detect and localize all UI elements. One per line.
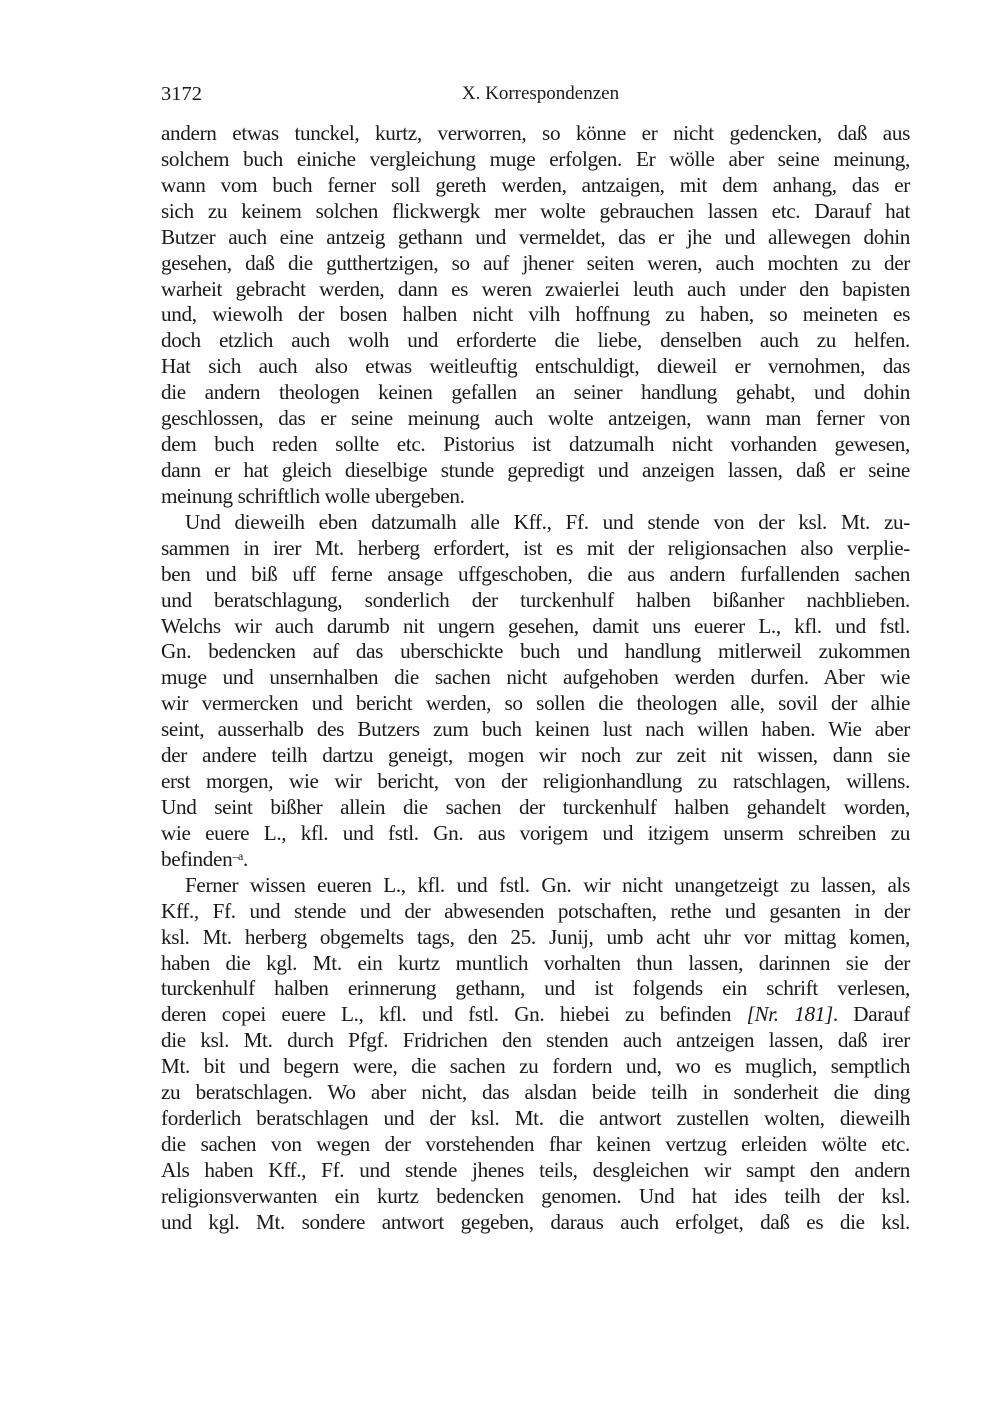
text-line: gesehen, daß die gutthertzigen, so auf jhener seiten weren, auch mochten zu der xyxy=(161,250,910,275)
text-line: zu beratschlagen. Wo aber nicht, das alsdan beide teilh in sonderheit die ding xyxy=(161,1080,910,1105)
paragraph-start-line: Ferner wissen eueren L., kfl. und fstl. Gn. wir nicht unangetzeigt zu lassen, als xyxy=(185,872,910,897)
text-line: wie euere L., kfl. und fstl. Gn. aus vorigem und itzigem unserm schreiben zu xyxy=(161,820,910,845)
text-line: ksl. Mt. herberg obgemelts tags, den 25. Junij, umb acht uhr vor mittag komen, xyxy=(161,924,910,949)
paragraph-end-line xyxy=(161,847,910,873)
text-line: warheit gebracht werden, dann es weren zwaierlei leuth auch under den bapisten xyxy=(161,276,910,301)
footnote-marker[interactable]: –a xyxy=(232,848,243,863)
text-line: andern etwas tunckel, kurtz, verworren, so könne er nicht gedencken, daß aus xyxy=(161,121,910,145)
text-line: turckenhulf halben erinnerung gethann, und ist folgends ein schrift verlesen, xyxy=(161,976,910,1001)
text-line: seint, ausserhalb des Butzers zum buch keinen lust nach willen haben. Wie aber xyxy=(161,717,910,742)
text-line: haben die kgl. Mt. ein kurtz muntlich vorhalten thun lassen, darinnen sie der xyxy=(161,950,910,975)
text-line: Welchs wir auch darumb nit ungern gesehen, damit uns euerer L., kfl. und fstl. xyxy=(161,613,910,638)
text-line: erst morgen, wie wir bericht, von der religionhandlung zu ratschlagen, willens. xyxy=(161,769,910,794)
page-number: 3172 xyxy=(161,83,202,105)
line-text: befinden xyxy=(161,846,233,871)
punctuation: . xyxy=(242,846,248,871)
text-line: Gn. bedencken auf das uberschickte buch und handlung mitlerweil zukommen xyxy=(161,639,910,664)
text-line: religionsverwanten ein kurtz bedencken genomen. Und hat ides teilh der ksl. xyxy=(161,1183,910,1208)
text-line: Butzer auch eine antzeig gethann und vermeldet, das er jhe und allewegen dohin xyxy=(161,224,910,249)
cross-reference[interactable]: [Nr. 181] xyxy=(746,1002,833,1027)
text-line: und, wiewolh der bosen halben nicht vilh hoffnung zu haben, so meineten es xyxy=(161,302,910,327)
text-line-with-reference xyxy=(161,1002,910,1028)
paragraph-end-line: meinung schriftlich wolle ubergeben. xyxy=(161,483,465,508)
text-line: die andern theologen keinen gefallen an seiner handlung gehabt, und dohin xyxy=(161,380,910,405)
paragraph-start-line: Und dieweilh eben datzumalh alle Kff., Ff. und stende von der ksl. Mt. zu- xyxy=(185,509,910,534)
line-text: deren copei euere L., kfl. und fstl. Gn. hiebei zu befinden xyxy=(161,1002,732,1027)
text-line: ben und biß uff ferne ansage uffgeschoben, die aus andern furfallenden sachen xyxy=(161,561,910,586)
text-line: die sachen von wegen der vorstehenden fhar keinen vertzug erleiden wölte etc. xyxy=(161,1131,910,1156)
text-line: Und seint bißher allein die sachen der turckenhulf halben gehandelt worden, xyxy=(161,794,910,819)
text-line: und kgl. Mt. sondere antwort gegeben, daraus auch erfolget, daß es die ksl. xyxy=(161,1209,910,1234)
running-head xyxy=(161,80,910,108)
body-text xyxy=(161,121,910,1236)
text-line: dem buch reden sollte etc. Pistorius ist datzumalh nicht vorhanden gewesen, xyxy=(161,432,910,457)
text-line: und beratschlagung, sonderlich der turckenhulf halben bißanher nachblieben. xyxy=(161,587,910,612)
text-line: muge und unsernhalben die sachen nicht aufgehoben werden durfen. Aber wie xyxy=(161,665,910,690)
text-line: geschlossen, das er seine meinung auch wolte antzeigen, wann man ferner von xyxy=(161,406,910,431)
text-line: die ksl. Mt. durch Pfgf. Fridrichen den stenden auch antzeigen lassen, daß irer xyxy=(161,1028,910,1053)
text-line: dann er hat gleich dieselbige stunde gepredigt und anzeigen lassen, daß er seine xyxy=(161,457,910,482)
text-line: sich zu keinem solchen flickwergk mer wolte gebrauchen lassen etc. Darauf hat xyxy=(161,198,910,223)
text-line: Hat sich auch also etwas weitleuftig entschuldigt, dieweil er vernohmen, das xyxy=(161,354,910,379)
text-line: Mt. bit und begern were, die sachen zu fordern und, wo es muglich, semptlich xyxy=(161,1054,910,1079)
text-line: wir vermercken und bericht werden, so sollen die theologen alle, sovil der alhie xyxy=(161,691,910,716)
text-line: Kff., Ff. und stende und der abwesenden potschaften, rethe und gesanten in der xyxy=(161,898,910,923)
running-title: X. Korrespondenzen xyxy=(461,83,620,104)
text-line: sammen in irer Mt. herberg erfordert, ist es mit der religionsachen also verplie- xyxy=(161,535,910,560)
line-text-tail: . Darauf xyxy=(832,1002,911,1027)
text-line: Als haben Kff., Ff. und stende jhenes teils, desgleichen wir sampt den andern xyxy=(161,1157,910,1182)
text-line: forderlich beratschlagen und der ksl. Mt. die antwort zustellen wolten, dieweilh xyxy=(161,1106,910,1131)
text-line: der andere teilh dartzu geneigt, mogen wir noch zur zeit nit wissen, dann sie xyxy=(161,743,910,768)
text-line: wann vom buch ferner soll gereth werden, antzaigen, mit dem anhang, das er xyxy=(161,172,910,197)
text-line: solchem buch einiche vergleichung muge erfolgen. Er wölle aber seine meinung, xyxy=(161,146,910,171)
text-line: doch etzlich auch wolh und erforderte die liebe, denselben auch zu helfen. xyxy=(161,328,910,353)
